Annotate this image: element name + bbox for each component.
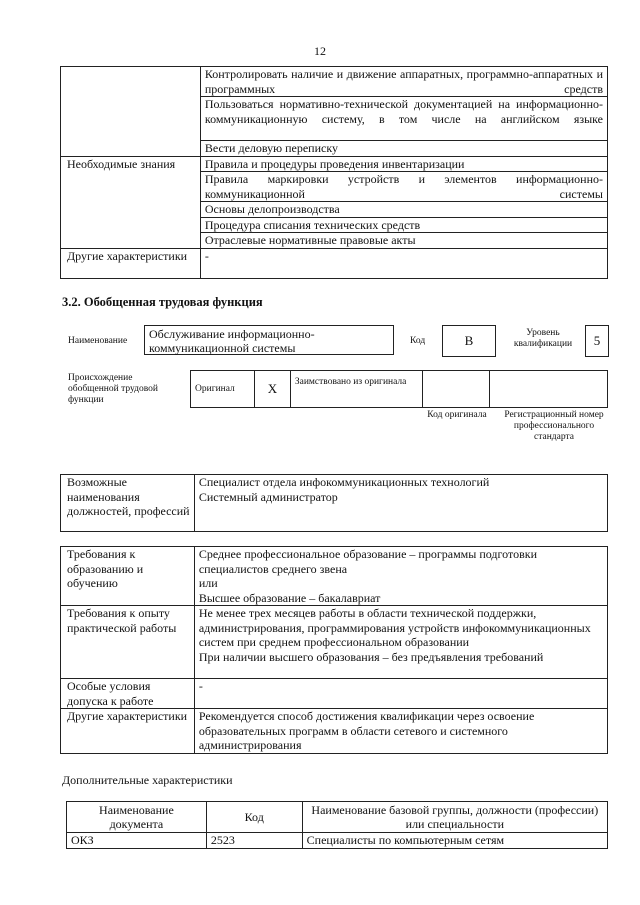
requirement-text: Среднее профессиональное образование – программы подготовки специалистов среднего звена — [198, 547, 537, 576]
borrowed-label: Заимствовано из оригинала — [290, 371, 422, 408]
positions-table — [60, 474, 608, 532]
code-value: B — [442, 325, 496, 357]
requirements-table — [60, 546, 608, 754]
requirement-text: или — [198, 576, 218, 590]
additional-table — [66, 801, 608, 849]
requirement-text: При наличии высшего образования – без предъявления требований — [198, 649, 544, 664]
knowledge-item: Процедура списания технических средств — [200, 217, 607, 233]
original-mark: X — [254, 371, 290, 408]
skill-item: Вести деловую переписку — [200, 141, 607, 157]
code-label: Код — [410, 336, 426, 346]
table-cell: Специалисты по компьютерным сетям — [302, 833, 607, 849]
skill-item: Пользоваться нормативно-технической документацией на информационно-коммуникационную систему, в том числе на английском языке — [200, 97, 607, 141]
requirement-text: Высшее образование – бакалавриат — [198, 590, 381, 605]
position-item: Системный администратор — [198, 489, 338, 504]
knowledge-item: Правила и процедуры проведения инвентаризации — [200, 156, 607, 172]
other-value: - — [200, 248, 607, 278]
level-label: Уровень квалификации — [513, 328, 573, 349]
requirement-text: - — [198, 679, 203, 693]
reg-number-label: Регистрационный номер профессионального стандарта — [504, 410, 604, 442]
requirement-text: Рекомендуется способ достижения квалификации через освоение образовательных программ в области сетевого и системного администрирования — [198, 709, 535, 752]
table-cell: 2523 — [206, 833, 302, 849]
table-cell: ОКЗ — [67, 833, 207, 849]
requirement-label: Требования к образованию и обучению — [61, 547, 195, 606]
skill-item: Контролировать наличие и движение аппаратных, программно-аппаратных и программных средств — [200, 67, 607, 97]
position-item: Специалист отдела инфокоммуникационных технологий — [198, 475, 490, 489]
requirement-label: Другие характеристики — [61, 709, 195, 754]
origin-label: Происхождение обобщенной трудовой функции — [68, 373, 158, 405]
requirement-label: Особые условия допуска к работе — [61, 679, 195, 709]
function-name-value: Обслуживание информационно-коммуникационной системы — [144, 325, 394, 355]
requirement-label: Требования к опыту практической работы — [61, 606, 195, 679]
other-label: Другие характеристики — [61, 248, 201, 278]
header-base-group: Наименование базовой группы, должности (профессии) или специальности — [302, 802, 607, 833]
header-code: Код — [206, 802, 302, 833]
knowledge-item: Основы делопроизводства — [200, 202, 607, 218]
page-number: 12 — [314, 44, 326, 58]
section-heading: 3.2. Обобщенная трудовая функция — [62, 295, 263, 309]
skills-label-cell — [61, 67, 201, 157]
requirement-text: Не менее трех месяцев работы в области технической поддержки, администрирования, программирования устройств инфокоммуникационных систем при среднем профессиональном образовании — [198, 606, 591, 649]
knowledge-label: Необходимые знания — [61, 156, 201, 248]
code-original-cell — [422, 371, 490, 408]
additional-heading: Дополнительные характеристики — [62, 773, 233, 787]
knowledge-skills-table — [60, 66, 608, 279]
level-value: 5 — [585, 325, 609, 357]
knowledge-item: Отраслевые нормативные правовые акты — [200, 233, 607, 249]
origin-table — [190, 370, 608, 408]
original-label: Оригинал — [191, 371, 255, 408]
code-original-label: Код оригинала — [427, 410, 487, 420]
positions-label: Возможные наименования должностей, профессий — [61, 475, 195, 532]
header-document: Наименование документа — [67, 802, 207, 833]
knowledge-item: Правила маркировки устройств и элементов информационно-коммуникационной системы — [200, 172, 607, 202]
reg-number-cell — [490, 371, 608, 408]
name-label: Наименование — [68, 336, 128, 346]
